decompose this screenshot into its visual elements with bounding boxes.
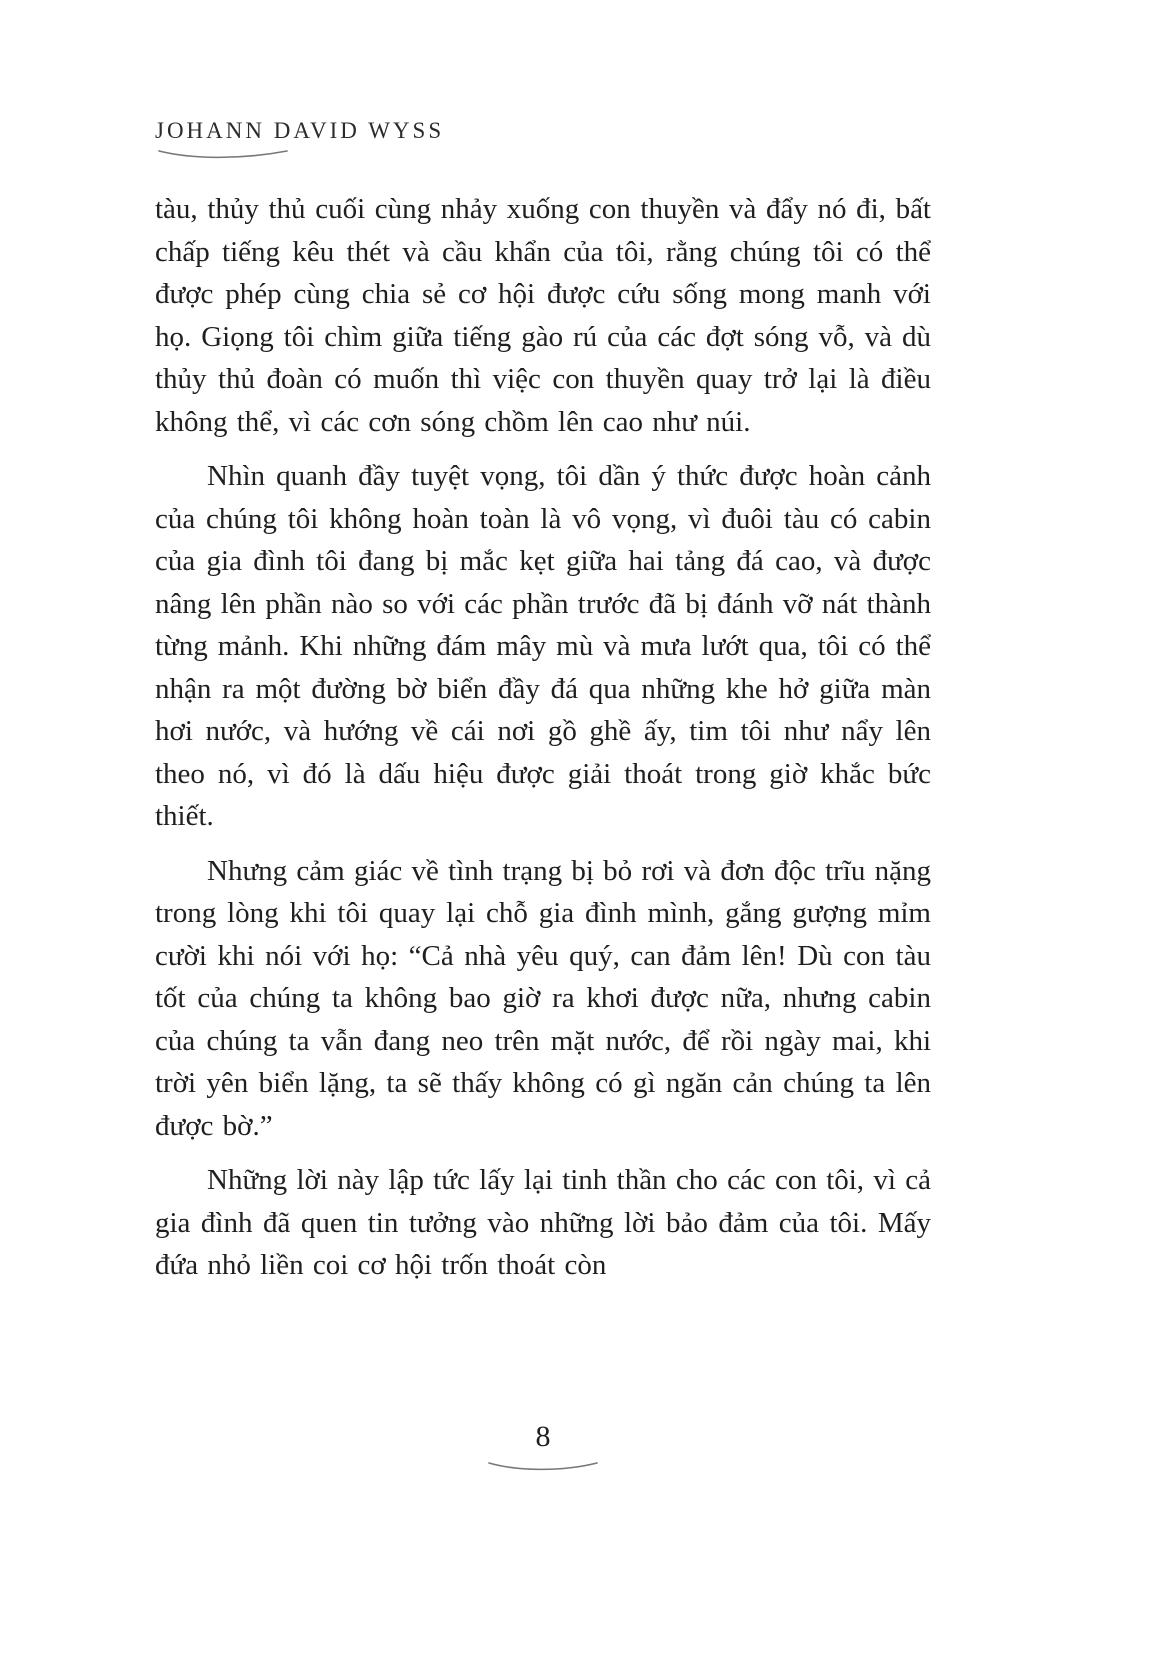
page-footer (155, 1420, 931, 1473)
header-flourish-icon (157, 147, 289, 161)
paragraph: tàu, thủy thủ cuối cùng nhảy xuống con thuyền và đẩy nó đi, bất chấp tiếng kêu thét và cầu khẩn của tôi, rằng chúng tôi có thể được phép cùng chia sẻ cơ hội được cứu sống mong manh với họ. Giọng tôi chìm giữa tiếng gào rú của các đợt sóng vỗ, và dù thủy thủ đoàn có muốn thì việc con thuyền quay trở lại là điều không thể, vì các cơn sóng chồm lên cao như núi. (155, 193, 931, 438)
page-number: 8 (535, 1420, 551, 1453)
page-body (155, 188, 931, 1299)
paragraph: Những lời này lập tức lấy lại tinh thần cho các con tôi, vì cả gia đình đã quen tin tưởng vào những lời bảo đảm của tôi. Mấy đứa nhỏ liền coi cơ hội trốn thoát còn (155, 1164, 931, 1281)
paragraph: Nhìn quanh đầy tuyệt vọng, tôi dần ý thức được hoàn cảnh của chúng tôi không hoàn toàn là vô vọng, vì đuôi tàu có cabin của gia đình tôi đang bị mắc kẹt giữa hai tảng đá cao, và được nâng lên phần nào so với các phần trước đã bị đánh vỡ nát thành từng mảnh. Khi những đám mây mù và mưa lướt qua, tôi có thể nhận ra một đường bờ biển đầy đá qua những khe hở giữa màn hơi nước, và hướng về cái nơi gồ ghề ấy, tim tôi như nẩy lên theo nó, vì đó là dấu hiệu được giải thoát trong giờ khắc bức thiết. (155, 460, 931, 832)
footer-flourish-icon (487, 1460, 599, 1473)
page-header (155, 118, 444, 161)
author-name: JOHANN DAVID WYSS (155, 118, 445, 143)
paragraph: Nhưng cảm giác về tình trạng bị bỏ rơi và đơn độc trĩu nặng trong lòng khi tôi quay lại chỗ gia đình mình, gắng gượng mỉm cười khi nói với họ: “Cả nhà yêu quý, can đảm lên! Dù con tàu tốt của chúng ta không bao giờ ra khơi được nữa, nhưng cabin của chúng ta vẫn đang neo trên mặt nước, để rồi ngày mai, khi trời yên biển lặng, ta sẽ thấy không có gì ngăn cản chúng ta lên được bờ.” (155, 854, 931, 1142)
